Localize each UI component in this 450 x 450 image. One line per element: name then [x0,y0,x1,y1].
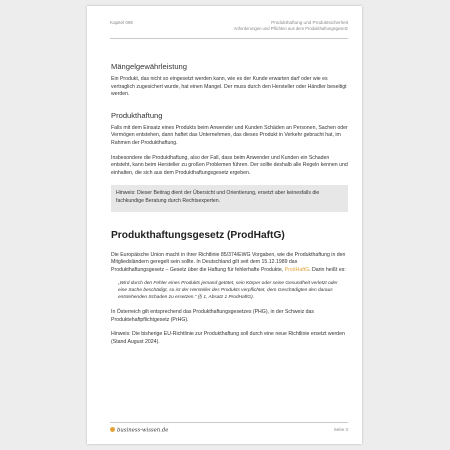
footer-logo[interactable] [110,427,168,434]
paragraph-eu-note: Hinweis: Die bisherige EU-Richtlinie zur Produkthaftung soll durch eine neue Richtlinie ersetzt werden (Stand August 2024). [111,331,345,345]
logo-dot-icon [110,427,115,432]
hint-box: Hinweis: Dieser Beitrag dient der Übersicht und Orientierung, ersetzt aber keinesfalls die fachkundige Beratung durch Rechtsexperten. [111,185,348,211]
paragraph-austria-switzerland: In Österreich gilt entsprechend das Produkthaftungsgesetzes (PHG), in der Schweiz das Produktehaftpflichtgesetz (PrHG). [111,309,314,323]
document-page [87,6,362,444]
header-title: Produkthaftung und Produktsicherheit [271,20,348,25]
paragraph-produkthaftung-2: Insbesondere die Produkthaftung, also der Fall, dass beim Anwender und Kunden ein Schaden entsteht, kann beim Hersteller zu großen Problemen führen. Der sollte deshalb alle Regeln kennen und einhalten, die sich aus dem Produkthaftungsgesetz ergeben. [111,154,348,176]
section-heading-produkthaftung: Produkthaftung [111,110,163,120]
paragraph-maengel: Ein Produkt, das nicht so eingesetzt werden kann, wie es der Kunde erwarten darf oder wie es vertraglich zugesichert wurde, hat einen Mangel. Der muss durch den Hersteller oder Händler beseitigt werden. [111,76,347,98]
chapter-label: Kapitel 096 [110,20,133,25]
page-header [110,20,348,39]
footer-divider [110,422,348,423]
logo-text: business-wissen.de [117,427,169,434]
prodhaftg-link[interactable]: ProdHaftG [284,266,310,273]
paragraph-prodhaftg-intro [111,252,348,275]
section-heading-prodhaftg: Produkthaftungsgesetz (ProdHaftG) [111,229,285,241]
page-number: Seite 3 [333,427,348,432]
law-quote: „Wird durch den Fehler eines Produkts jemand getötet, sein Körper oder seine Gesundheit verletzt oder eine Sache beschädigt, so ist der Hersteller des Produkts verpflichtet, dem Geschädigten den daraus entstehenden Schaden zu ersetzen.“ (§ 1, Absatz 1 ProdHaftG). [118,281,338,301]
page-content [111,62,348,353]
section-heading-maengel: Mängelgewährleistung [111,62,187,71]
header-subtitle: Anforderungen und Pflichten aus dem Produkthaftungsgesetz [233,26,348,31]
intro-text-end: . Darin heißt es: [309,266,346,273]
intro-text: Die Europäische Union macht in ihrer Richtlinie 85/374/EWG Vorgaben, wie die Produkthaftung in den Mitgliedsländern geregelt sein sollte. In Deutschland gilt seit dem 15.12.1989 das Produkthaftungsgesetz – Gesetz über die Haftung für fehlerhafte Produkte, [111,251,346,273]
paragraph-produkthaftung-1: Falls mit dem Einsatz eines Produkts beim Anwender und Kunden Schäden an Personen, Sachen oder Vermögen entstehen, dann haftet das Unternehmen, das dieses Produkt in Verkehr gebracht hat, im Rahmen der Produkthaftung. [111,124,348,146]
